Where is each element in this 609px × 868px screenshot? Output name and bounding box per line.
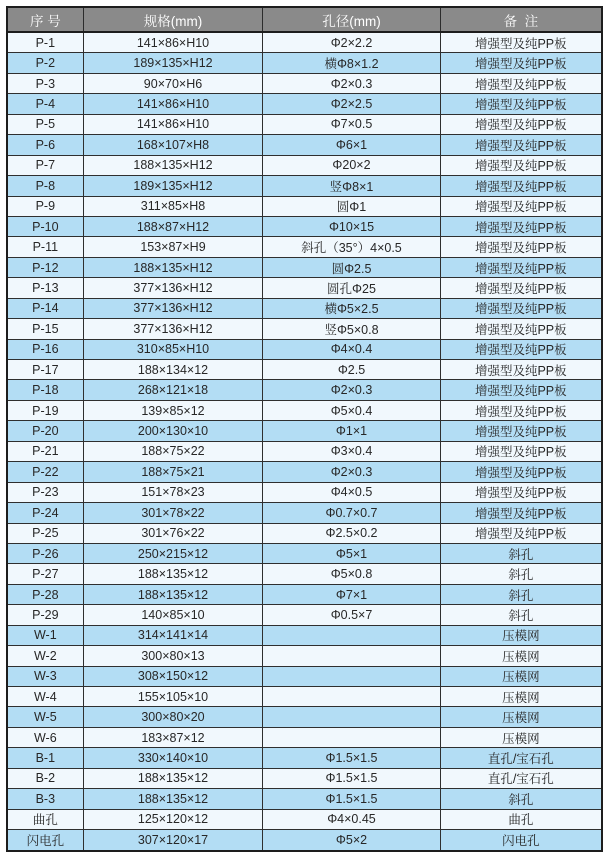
cell-remarks: 压模网 bbox=[440, 666, 602, 686]
table-row bbox=[7, 32, 602, 53]
table-row bbox=[7, 584, 602, 604]
cell-remarks: 斜孔 bbox=[440, 605, 602, 625]
spec-table bbox=[6, 6, 603, 852]
cell-serial-number: P-25 bbox=[7, 523, 83, 543]
table-row bbox=[7, 789, 602, 809]
cell-remarks: 斜孔 bbox=[440, 584, 602, 604]
cell-spec: 188×135×12 bbox=[83, 789, 263, 809]
cell-hole-diameter: Φ1.5×1.5 bbox=[263, 768, 440, 788]
cell-serial-number: P-21 bbox=[7, 441, 83, 461]
table-header bbox=[7, 7, 602, 32]
cell-spec: 90×70×H6 bbox=[83, 73, 263, 93]
cell-spec: 188×135×12 bbox=[83, 584, 263, 604]
cell-spec: 308×150×12 bbox=[83, 666, 263, 686]
cell-remarks: 增强型及纯PP板 bbox=[440, 298, 602, 318]
cell-serial-number: W-5 bbox=[7, 707, 83, 727]
cell-serial-number: P-15 bbox=[7, 319, 83, 339]
cell-remarks: 压模网 bbox=[440, 707, 602, 727]
cell-remarks: 增强型及纯PP板 bbox=[440, 176, 602, 196]
cell-hole-diameter: Φ0.7×0.7 bbox=[263, 503, 440, 523]
cell-hole-diameter: 圆Φ1 bbox=[263, 196, 440, 216]
header-remarks: 备 注 bbox=[440, 7, 602, 32]
cell-serial-number: W-4 bbox=[7, 687, 83, 707]
cell-serial-number: P-7 bbox=[7, 155, 83, 175]
table-row bbox=[7, 278, 602, 298]
table-row bbox=[7, 523, 602, 543]
cell-remarks: 增强型及纯PP板 bbox=[440, 380, 602, 400]
table-row bbox=[7, 400, 602, 420]
cell-hole-diameter: Φ5×1 bbox=[263, 543, 440, 563]
cell-hole-diameter: Φ1.5×1.5 bbox=[263, 789, 440, 809]
cell-remarks: 压模网 bbox=[440, 727, 602, 747]
cell-remarks: 压模网 bbox=[440, 625, 602, 645]
table-row bbox=[7, 257, 602, 277]
cell-hole-diameter: Φ1×1 bbox=[263, 421, 440, 441]
cell-serial-number: P-3 bbox=[7, 73, 83, 93]
cell-spec: 188×134×12 bbox=[83, 360, 263, 380]
cell-hole-diameter: Φ5×0.8 bbox=[263, 564, 440, 584]
cell-remarks: 增强型及纯PP板 bbox=[440, 257, 602, 277]
cell-hole-diameter bbox=[263, 687, 440, 707]
cell-hole-diameter: 横Φ8×1.2 bbox=[263, 53, 440, 73]
cell-remarks: 增强型及纯PP板 bbox=[440, 503, 602, 523]
cell-serial-number: P-4 bbox=[7, 94, 83, 114]
cell-spec: 300×80×20 bbox=[83, 707, 263, 727]
cell-hole-diameter: 竖Φ5×0.8 bbox=[263, 319, 440, 339]
cell-hole-diameter: Φ2.5 bbox=[263, 360, 440, 380]
cell-spec: 188×135×12 bbox=[83, 564, 263, 584]
table-row bbox=[7, 73, 602, 93]
cell-serial-number: P-12 bbox=[7, 257, 83, 277]
cell-serial-number: P-29 bbox=[7, 605, 83, 625]
cell-spec: 250×215×12 bbox=[83, 543, 263, 563]
cell-remarks: 斜孔 bbox=[440, 564, 602, 584]
table-row bbox=[7, 237, 602, 257]
cell-spec: 330×140×10 bbox=[83, 748, 263, 768]
cell-hole-diameter bbox=[263, 666, 440, 686]
cell-hole-diameter: Φ2×2.2 bbox=[263, 32, 440, 53]
cell-remarks: 曲孔 bbox=[440, 809, 602, 829]
cell-serial-number: 闪电孔 bbox=[7, 830, 83, 851]
cell-serial-number: P-8 bbox=[7, 176, 83, 196]
cell-hole-diameter: 竖Φ8×1 bbox=[263, 176, 440, 196]
cell-serial-number: P-17 bbox=[7, 360, 83, 380]
cell-remarks: 增强型及纯PP板 bbox=[440, 482, 602, 502]
header-spec-mm: 规格(mm) bbox=[83, 7, 263, 32]
cell-serial-number: P-19 bbox=[7, 400, 83, 420]
cell-spec: 188×75×22 bbox=[83, 441, 263, 461]
table-row bbox=[7, 114, 602, 134]
cell-remarks: 增强型及纯PP板 bbox=[440, 360, 602, 380]
cell-serial-number: P-6 bbox=[7, 135, 83, 155]
cell-remarks: 增强型及纯PP板 bbox=[440, 114, 602, 134]
table-row bbox=[7, 768, 602, 788]
table-row bbox=[7, 727, 602, 747]
cell-hole-diameter: Φ4×0.4 bbox=[263, 339, 440, 359]
cell-remarks: 增强型及纯PP板 bbox=[440, 462, 602, 482]
cell-remarks: 增强型及纯PP板 bbox=[440, 319, 602, 339]
cell-remarks: 闪电孔 bbox=[440, 830, 602, 851]
cell-serial-number: P-27 bbox=[7, 564, 83, 584]
cell-spec: 311×85×H8 bbox=[83, 196, 263, 216]
cell-spec: 188×135×H12 bbox=[83, 155, 263, 175]
cell-hole-diameter: 圆Φ2.5 bbox=[263, 257, 440, 277]
cell-serial-number: P-2 bbox=[7, 53, 83, 73]
cell-spec: 141×86×H10 bbox=[83, 114, 263, 134]
cell-hole-diameter bbox=[263, 646, 440, 666]
cell-hole-diameter: Φ20×2 bbox=[263, 155, 440, 175]
cell-spec: 139×85×12 bbox=[83, 400, 263, 420]
cell-spec: 189×135×H12 bbox=[83, 53, 263, 73]
cell-remarks: 增强型及纯PP板 bbox=[440, 400, 602, 420]
table-row bbox=[7, 564, 602, 584]
cell-hole-diameter: Φ6×1 bbox=[263, 135, 440, 155]
table-row bbox=[7, 707, 602, 727]
cell-serial-number: 曲孔 bbox=[7, 809, 83, 829]
cell-spec: 125×120×12 bbox=[83, 809, 263, 829]
table-row bbox=[7, 830, 602, 851]
cell-serial-number: B-1 bbox=[7, 748, 83, 768]
cell-remarks: 压模网 bbox=[440, 646, 602, 666]
cell-spec: 141×86×H10 bbox=[83, 94, 263, 114]
cell-remarks: 增强型及纯PP板 bbox=[440, 278, 602, 298]
cell-serial-number: P-26 bbox=[7, 543, 83, 563]
table-row bbox=[7, 748, 602, 768]
cell-remarks: 增强型及纯PP板 bbox=[440, 339, 602, 359]
cell-spec: 151×78×23 bbox=[83, 482, 263, 502]
cell-serial-number: P-20 bbox=[7, 421, 83, 441]
cell-hole-diameter: Φ5×0.4 bbox=[263, 400, 440, 420]
table-row bbox=[7, 482, 602, 502]
cell-spec: 377×136×H12 bbox=[83, 278, 263, 298]
table-row bbox=[7, 339, 602, 359]
cell-hole-diameter: Φ7×1 bbox=[263, 584, 440, 604]
cell-hole-diameter bbox=[263, 727, 440, 747]
cell-spec: 188×135×12 bbox=[83, 768, 263, 788]
cell-hole-diameter: Φ5×2 bbox=[263, 830, 440, 851]
cell-remarks: 增强型及纯PP板 bbox=[440, 196, 602, 216]
cell-remarks: 增强型及纯PP板 bbox=[440, 523, 602, 543]
table-row bbox=[7, 605, 602, 625]
cell-spec: 307×120×17 bbox=[83, 830, 263, 851]
cell-serial-number: W-3 bbox=[7, 666, 83, 686]
cell-hole-diameter: Φ1.5×1.5 bbox=[263, 748, 440, 768]
table-row bbox=[7, 135, 602, 155]
cell-spec: 188×87×H12 bbox=[83, 216, 263, 236]
cell-hole-diameter: Φ4×0.5 bbox=[263, 482, 440, 502]
cell-serial-number: W-6 bbox=[7, 727, 83, 747]
cell-serial-number: P-14 bbox=[7, 298, 83, 318]
cell-spec: 301×78×22 bbox=[83, 503, 263, 523]
cell-serial-number: P-11 bbox=[7, 237, 83, 257]
cell-spec: 188×135×H12 bbox=[83, 257, 263, 277]
cell-spec: 189×135×H12 bbox=[83, 176, 263, 196]
header-row bbox=[7, 7, 602, 32]
cell-serial-number: P-18 bbox=[7, 380, 83, 400]
cell-hole-diameter: 横Φ5×2.5 bbox=[263, 298, 440, 318]
cell-spec: 314×141×14 bbox=[83, 625, 263, 645]
cell-remarks: 斜孔 bbox=[440, 543, 602, 563]
table-row bbox=[7, 53, 602, 73]
table-row bbox=[7, 176, 602, 196]
cell-spec: 300×80×13 bbox=[83, 646, 263, 666]
cell-hole-diameter: Φ2×0.3 bbox=[263, 462, 440, 482]
cell-serial-number: P-9 bbox=[7, 196, 83, 216]
table-row bbox=[7, 196, 602, 216]
cell-remarks: 直孔/宝石孔 bbox=[440, 748, 602, 768]
table-row bbox=[7, 380, 602, 400]
cell-remarks: 增强型及纯PP板 bbox=[440, 94, 602, 114]
table-row bbox=[7, 687, 602, 707]
cell-serial-number: B-3 bbox=[7, 789, 83, 809]
cell-spec: 141×86×H10 bbox=[83, 32, 263, 53]
cell-remarks: 斜孔 bbox=[440, 789, 602, 809]
cell-remarks: 增强型及纯PP板 bbox=[440, 441, 602, 461]
cell-hole-diameter: Φ2×0.3 bbox=[263, 380, 440, 400]
cell-spec: 188×75×21 bbox=[83, 462, 263, 482]
cell-serial-number: P-28 bbox=[7, 584, 83, 604]
cell-hole-diameter: 圆孔Φ25 bbox=[263, 278, 440, 298]
table-row bbox=[7, 360, 602, 380]
table-row bbox=[7, 216, 602, 236]
cell-serial-number: P-16 bbox=[7, 339, 83, 359]
cell-spec: 310×85×H10 bbox=[83, 339, 263, 359]
cell-spec: 155×105×10 bbox=[83, 687, 263, 707]
header-hole-diameter: 孔径(mm) bbox=[263, 7, 440, 32]
cell-hole-diameter: Φ10×15 bbox=[263, 216, 440, 236]
cell-serial-number: P-1 bbox=[7, 32, 83, 53]
cell-spec: 140×85×10 bbox=[83, 605, 263, 625]
table-row bbox=[7, 421, 602, 441]
cell-remarks: 增强型及纯PP板 bbox=[440, 32, 602, 53]
cell-serial-number: P-5 bbox=[7, 114, 83, 134]
cell-hole-diameter: Φ0.5×7 bbox=[263, 605, 440, 625]
cell-serial-number: P-13 bbox=[7, 278, 83, 298]
table-row bbox=[7, 809, 602, 829]
cell-spec: 200×130×10 bbox=[83, 421, 263, 441]
cell-remarks: 增强型及纯PP板 bbox=[440, 237, 602, 257]
cell-serial-number: P-10 bbox=[7, 216, 83, 236]
cell-spec: 377×136×H12 bbox=[83, 298, 263, 318]
cell-remarks: 压模网 bbox=[440, 687, 602, 707]
table-row bbox=[7, 666, 602, 686]
table-row bbox=[7, 503, 602, 523]
cell-hole-diameter bbox=[263, 707, 440, 727]
cell-hole-diameter: 斜孔（35°）4×0.5 bbox=[263, 237, 440, 257]
cell-hole-diameter: Φ2×0.3 bbox=[263, 73, 440, 93]
cell-serial-number: B-2 bbox=[7, 768, 83, 788]
cell-serial-number: W-1 bbox=[7, 625, 83, 645]
cell-spec: 377×136×H12 bbox=[83, 319, 263, 339]
table-row bbox=[7, 298, 602, 318]
cell-spec: 168×107×H8 bbox=[83, 135, 263, 155]
cell-serial-number: P-24 bbox=[7, 503, 83, 523]
table-row bbox=[7, 543, 602, 563]
cell-remarks: 增强型及纯PP板 bbox=[440, 155, 602, 175]
cell-hole-diameter: Φ7×0.5 bbox=[263, 114, 440, 134]
table-row bbox=[7, 462, 602, 482]
table-row bbox=[7, 94, 602, 114]
cell-serial-number: P-22 bbox=[7, 462, 83, 482]
cell-spec: 301×76×22 bbox=[83, 523, 263, 543]
cell-remarks: 增强型及纯PP板 bbox=[440, 421, 602, 441]
cell-hole-diameter bbox=[263, 625, 440, 645]
cell-remarks: 直孔/宝石孔 bbox=[440, 768, 602, 788]
cell-remarks: 增强型及纯PP板 bbox=[440, 73, 602, 93]
table-row bbox=[7, 625, 602, 645]
cell-spec: 183×87×12 bbox=[83, 727, 263, 747]
table-row bbox=[7, 441, 602, 461]
cell-hole-diameter: Φ2.5×0.2 bbox=[263, 523, 440, 543]
table-row bbox=[7, 155, 602, 175]
cell-serial-number: W-2 bbox=[7, 646, 83, 666]
cell-hole-diameter: Φ2×2.5 bbox=[263, 94, 440, 114]
cell-spec: 268×121×18 bbox=[83, 380, 263, 400]
table-body bbox=[7, 32, 602, 851]
cell-serial-number: P-23 bbox=[7, 482, 83, 502]
cell-remarks: 增强型及纯PP板 bbox=[440, 135, 602, 155]
cell-hole-diameter: Φ3×0.4 bbox=[263, 441, 440, 461]
cell-remarks: 增强型及纯PP板 bbox=[440, 53, 602, 73]
cell-hole-diameter: Φ4×0.45 bbox=[263, 809, 440, 829]
cell-remarks: 增强型及纯PP板 bbox=[440, 216, 602, 236]
table-row bbox=[7, 646, 602, 666]
header-serial-number: 序 号 bbox=[7, 7, 83, 32]
table-row bbox=[7, 319, 602, 339]
cell-spec: 153×87×H9 bbox=[83, 237, 263, 257]
